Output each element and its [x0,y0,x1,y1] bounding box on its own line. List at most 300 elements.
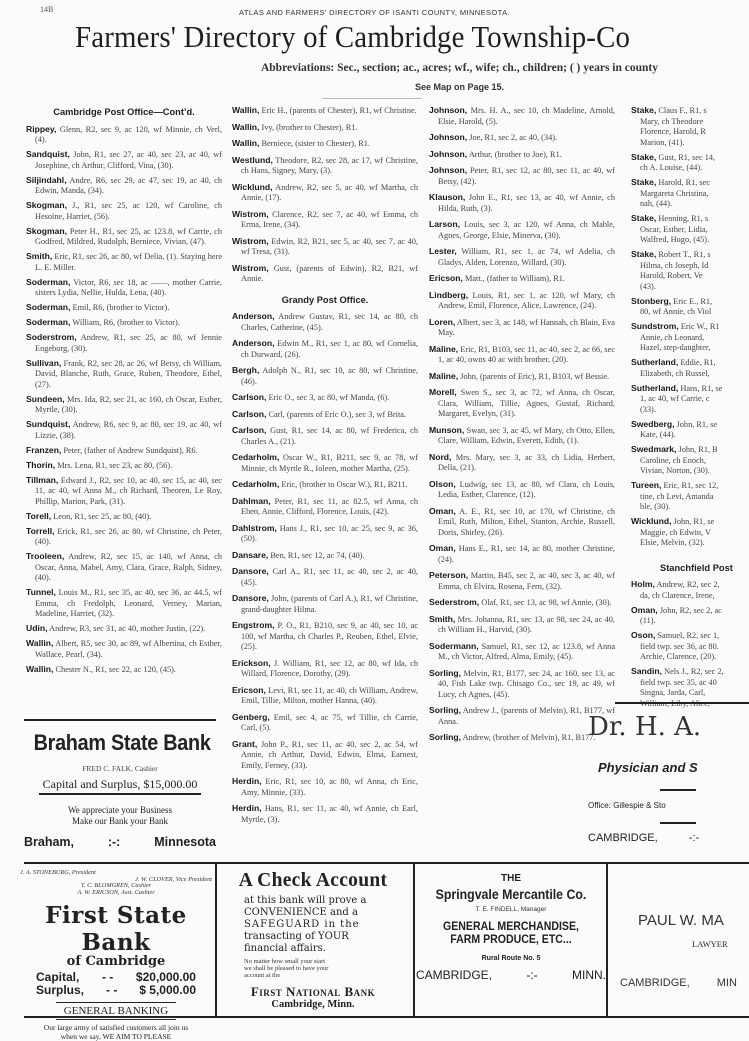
entry-line: Stake, Gust, R1, sec 14, [631,152,749,164]
entry-surname: Herdin, [232,803,262,813]
entry-line: Sundstrom, Eric W., R1 [631,321,749,333]
entry-details: Eric, (brother to Oscar W.), R1, B211. [279,480,407,489]
entry-details: J., R1, sec 25, ac 120, wf Caroline, ch Hesoine, Harriet, (56). [35,201,222,221]
ad-tagline-line: when we say, WE AIM TO PLEASE [20,1033,212,1041]
entry-details: Eric, R1, sec 10, ac 80, wf Anna, ch Eric, Amy, Minnie, (33). [241,777,418,797]
entry-line: Singna, Jarda, Carl, [631,688,749,699]
ad-location [24,835,216,849]
header-rule [322,98,422,99]
entry-details: Berniece, (sister to Chester), R1. [259,139,370,148]
entry-surname: Franzen, [26,445,61,455]
entry-details: John, (parents of Eric), R1, B103, wf Bessie. [458,372,609,381]
entry-details: Victor, R6, sec 18, ac ——, mother Carrie, sisters Lydia, Nellie, Hulda, Lena, (40). [35,278,222,298]
entry-line: Hazel, step-daughter, [631,343,749,354]
ad-body-line: SAFEGUARD in the [244,919,409,931]
ad-bank-location: of Cambridge [20,954,212,969]
directory-entry [26,475,222,508]
entry-details: John E., R1, sec 13, ac 40, wf Annie, ch Hilda, Ruth, (3). [438,193,615,213]
directory-entry [622,579,749,601]
entry-surname: Tillman, [26,475,58,485]
entry-surname: Dahlman, [232,496,271,506]
ad-state: MIN [717,977,737,989]
entry-details: Carl A., R1, sec 11, ac 40, sec 2, ac 40, (45). [241,567,418,587]
ad-separator: -:- [689,832,699,844]
entry-surname: Sorling, [429,705,461,715]
entry-surname: Wistrom, [232,236,269,246]
ad-slogan [24,805,216,827]
entry-details: Andrew, R1, sec 25, ac 80, wf Jennie Engeborg, (30). [35,333,222,353]
entry-surname: Engstrom, [232,620,275,630]
ad-officer: J. A. STONEBURG, President [20,870,212,877]
directory-entry [622,213,749,246]
entry-details: Gust, (parents of Edwin), R2, B21, wf Annie. [241,264,418,284]
directory-entry [26,587,222,620]
ad-lawyer [614,870,749,989]
directory-entry [622,321,749,354]
entry-surname: Dahlstrom, [232,523,277,533]
entry-details: Peter, R1, sec 12, ac 80, sec 11, ac 40, wf Betsy, (42). [438,166,615,186]
entry-surname: Wicklund, [232,182,273,192]
entry-surname: Loren, [429,317,455,327]
entry-surname: Johnson, [429,165,467,175]
entry-surname: Carlson, [232,409,266,419]
entry-details: Martin, B45, sec 2, ac 40, sec 3, ac 40, wf Emma, ch Elvira, Rosena, Fern, (32). [438,571,615,591]
ad-doctor-name: Dr. H. A. [588,712,749,742]
ad-dash: - - [106,984,117,997]
directory-entry [622,296,749,318]
ad-goods-line: FARM PRODUCE, ETC... [427,933,594,946]
entry-surname: Oman, [429,543,456,553]
ad-springvale-mercantile [416,873,606,982]
ad-bank-name: Braham State Bank [34,730,207,756]
directory-entry [232,122,418,134]
ad-body [217,895,409,955]
entry-details: Louis M., R1, sec 35, ac 40, sec 36, ac 44.5, wf Emma, ch Fredolph, Leonard, Verney, Marian, Madeline, Harriet, (32). [35,588,222,618]
entry-surname: Nord, [429,452,451,462]
entry-details: Mrs. Johanna, R1, sec 13, ac 98, sec 24, ac 40, ch William H., Harvid, (30). [438,615,615,635]
directory-entry [26,623,222,635]
entry-line: Swedmark, John, R1, B [631,444,749,456]
entry-line: field twp. sec 35, ac 40 [631,678,749,689]
directory-entry [26,638,222,660]
entry-details: Edward J., R2, sec 10, ac 40, sec 15, ac 40, sec 11, ac 40, wf Anna M., ch Richard, Theoren, Le Roy, Phillip, Marion, Park, (31). [35,476,222,506]
directory-entry [232,263,418,285]
entry-details: Arthur, (brother to Joe), R1. [467,150,562,159]
entry-line: tine, ch Levi, Amanda [631,492,749,503]
directory-entry [232,409,418,421]
entry-surname: Wistrom, [232,209,269,219]
entry-surname: Rippey, [26,124,56,134]
entry-line: Stake, Claus F., R1, s [631,105,749,117]
directory-entry [26,332,222,354]
directory-entry [232,566,418,588]
directory-entry [622,630,749,663]
entry-surname: Larson, [429,219,460,229]
ad-officer: J. W. CLOVER, Vice President [20,877,212,884]
entry-surname: Herdin, [232,776,262,786]
entry-details: Matt., (father to William), R1. [463,274,565,283]
entry-details: Chester N., R1, sec 22, ac 120, (45). [53,665,176,674]
abbreviations-line: Abbreviations: Sec., section; ac., acres; wf., wife; ch., children; ( ) years in county [0,62,749,74]
entry-details: Erick, R1, sec 26, ac 80, wf Christine, ch Peter, (40). [35,527,222,547]
ad-lawyer-role: LAWYER [614,939,749,949]
entry-surname: Morell, [429,387,457,397]
ad-bank-name: First State Bank [20,902,212,956]
entry-details: Andrew Gustav, R1, sec 14, ac 80, ch Charles, Catherine, (45). [241,312,418,332]
directory-entry [232,803,418,825]
entry-line: field twp. sec 36, ac 80. [631,642,749,653]
entry-details: Peter, R1, sec 11, ac 82.5, wf Anna, ch Eben, Annie, Clifford, Florence, Louis, (42). [241,497,418,517]
entry-details: Peter H., R1, sec 25, ac 123.8, wf Carrie, ch Godfred, Mildred, Rudolph, Berniece, Vivian, (47). [35,227,222,247]
entry-surname: Anderson, [232,311,275,321]
ad-separator: -:- [526,968,537,982]
entry-line: Mary, ch Theodore [631,117,749,128]
entry-details: Andre, R6, sec 29, ac 47, sec 19, ac 40, ch Edwin, Manda, (34). [35,176,222,196]
ad-company-name: Springvale Mercantile Co. [427,886,594,902]
entry-line: 80, wf Annie, ch Viol [631,307,749,318]
entry-surname: Carlson, [232,425,266,435]
directory-entry [232,425,418,447]
directory-entry [232,496,418,518]
see-map-note: See Map on Page 15. [0,82,749,92]
ad-location [416,968,606,982]
directory-entry [429,105,615,127]
entry-details: Mrs. H. A., sec 10, ch Madeline, Arnold, Elsie, Harold, (5). [438,106,615,126]
directory-column-2 [232,105,418,830]
entry-surname: Maline, [429,344,458,354]
entry-line: (43). [631,282,749,293]
directory-entry [622,480,749,513]
entry-details: Clarence, R2, sec 7, ac 40, wf Emma, ch Erma, Irene, (34). [241,210,418,230]
directory-entry [429,614,615,636]
entry-line: Harold, Robert, Ve [631,271,749,282]
entry-surname: Soderman, [26,317,70,327]
entry-line: (11). [631,616,749,627]
entry-surname: Grant, [232,739,257,749]
entry-details: Carl, (parents of Eric O.), sec 3, wf Brita. [266,410,406,419]
ad-headline: A Check Account [217,870,409,892]
entry-surname: Wallin, [232,138,259,148]
directory-column-4 [622,105,749,713]
entry-surname: Ericson, [429,273,463,283]
entry-surname: Smith, [26,251,52,261]
entry-line: Wicklund, John, R1, se [631,516,749,528]
entry-details: Swan, sec 3, ac 45, wf Mary, ch Otto, Ellen, Clare, William, Edwin, Everett, Edith, (1). [438,426,615,446]
divider [606,864,608,1016]
entry-details: Emil, R6, (brother to Victor). [70,303,169,312]
ad-cashier: FRED C. FALK, Cashier [24,764,216,773]
directory-entry [429,668,615,701]
entry-surname: Udin, [26,623,47,633]
entry-details: Samuel, R1, sec 12, ac 123.8, wf Anna M., ch Victor, Alfred, Alma, Emily, (45). [438,642,615,662]
divider [24,719,216,721]
directory-entry [429,192,615,214]
directory-entry [232,685,418,707]
entry-line: Vivian, Norton, (30). [631,466,749,477]
entry-surname: Erickson, [232,658,271,668]
entry-line: Stake, Henning, R1, s [631,213,749,225]
directory-entry [26,277,222,299]
entry-surname: Bergh, [232,365,259,375]
entry-details: Ivy, (brother to Chester), R1. [259,123,357,132]
entry-surname: Sundquist, [26,419,70,429]
directory-entry [429,506,615,539]
entry-details: John P., R1, sec 11, ac 40, sec 2, ac 54, wf Annie, ch Arthur, David, Edwin, Elma, Earnest, Emily, Ferney, (33). [241,740,418,770]
entry-line: Oman, John, R2, sec 2, ac [631,605,749,617]
entry-surname: Sorling, [429,732,461,742]
ad-braham-state-bank [24,730,216,849]
entry-details: J. William, R1, sec 12, ac 80, wf Ida, ch Willard, Florence, Dorothy, (29). [241,659,418,679]
entry-surname: Torell, [26,511,51,521]
entry-surname: Soderman, [26,302,70,312]
entry-surname: Lester, [429,246,457,256]
entry-surname: Westlund, [232,155,273,165]
entry-details: Eric H., (parents of Chester), R1, wf Christine. [259,106,416,115]
entry-surname: Johnson, [429,149,467,159]
directory-entry [26,175,222,197]
entry-line: Oson, Samuel, R2, sec 1, [631,630,749,642]
directory-entry [429,425,615,447]
entry-line: Stonberg, Eric E., R1, [631,296,749,308]
directory-entry [429,387,615,420]
ad-city: CAMBRIDGE, [588,832,658,844]
entry-surname: Anderson, [232,338,275,348]
directory-entry [232,311,418,333]
ad-capital-value: $20,000.00 [136,971,196,984]
directory-entry [622,516,749,549]
ad-short-rule [660,822,696,824]
entry-surname: Maline, [429,371,458,381]
ad-bank-name: First National Bank [217,984,409,1000]
entry-surname: Sandquist, [26,149,70,159]
entry-surname: Sundeen, [26,394,65,404]
entry-surname: Tunnel, [26,587,56,597]
ad-capital-label: Capital, [36,971,79,984]
entry-line: Hilma, ch Joseph, Id [631,261,749,272]
entry-line: Florence, Harold, R [631,127,749,138]
directory-entry [232,365,418,387]
running-head: ATLAS AND FARMERS' DIRECTORY OF ISANTI COUNTY, MINNESOTA. [0,8,749,17]
entry-line: Annie, ch Leonard, [631,333,749,344]
ad-body-line: transacting of YOUR [244,931,409,943]
entry-line: nah, (44). [631,199,749,210]
divider [24,862,749,864]
directory-entry [429,452,615,474]
entry-surname: Smith, [429,614,455,624]
entry-line: Walfred, Hugo, (45). [631,235,749,246]
entry-details: Hans E., R1, sec 14, ac 80, mother Christine, (24). [438,544,615,564]
directory-entry [232,155,418,177]
directory-entry [26,317,222,329]
directory-entry [232,523,418,545]
entry-details: Peter, (father of Andrew Sundquist), R6. [61,446,197,455]
entry-details: Adolph N., R1, sec 10, ac 80, wf Christine, (46). [241,366,418,386]
ad-figures [36,971,196,997]
directory-entry [232,236,418,258]
ad-route: Rural Route No. 5 [416,955,606,962]
entry-details: Theodore, R2, sec 28, ac 17, wf Christine, ch Hans, Signey, Mary, (3). [241,156,418,176]
directory-entry [429,246,615,268]
directory-entry [429,165,615,187]
entry-details: Andrew, R3, sec 31, ac 40, mother Justin, (22). [47,624,205,633]
entry-line: Maggie, ch Edwin, V [631,528,749,539]
entry-surname: Skogman, [26,200,67,210]
directory-entry [429,479,615,501]
entry-details: Oscar W., R1, B211, sec 9, ac 78, wf Minnie, ch Myrtle R., Ioleen, mother Martha, (25). [241,453,418,473]
directory-entry [622,152,749,174]
ad-check-account [217,870,409,1010]
entry-surname: Genberg, [232,712,270,722]
entry-details: A. E., R1, sec 10, ac 170, wf Christine, ch Emil, Ruth, Milton, Ethel, Stanton, Archie, Russell, Doris, Shirley, (26). [438,507,615,537]
directory-entry [232,550,418,562]
entry-details: Andrew, R2, sec 15, ac 140, wf Anna, ch Oscar, Anna, Mabel, Amy, Clara, Grace, Ralph, Sidney, (40). [35,552,222,582]
entry-details: Hans, R1, sec 11, ac 40, wf Annie, ch Earl, Myrtle, (3). [241,804,418,824]
directory-entry [622,444,749,477]
entry-line: Oscar, Esther, Lidia, [631,225,749,236]
directory-entry [26,226,222,248]
entry-details: Leon, R1, sec 25, ac 80, (40). [51,512,151,521]
directory-entry [622,177,749,210]
entry-surname: Sederstrom, [429,597,479,607]
entry-details: Mrs. Mary, sec 3, ac 33, ch Lidia, Herbert, Della, (21). [438,453,615,473]
entry-details: P. O., R1, B210, sec 9, ac 40, sec 10, ac 100, wf Martha, ch Charles P., Reuben, Ethel, Elvie, (25). [241,621,418,651]
entry-line: Holm, Andrew, R2, sec 2, [631,579,749,591]
directory-entry [26,358,222,391]
directory-entry [26,445,222,457]
ad-state: MINN. [572,968,606,982]
entry-details: Louis, R1, sec 1, ac 120, wf Mary, ch Andrew, Emil, Florence, Alice, Lawrence, (24). [438,291,615,311]
ad-bank-city: Cambridge, Minn. [217,999,409,1010]
entry-details: John, R1, sec 27, ac 40, sec 23, ac 40, wf Josephine, ch Arthur, Clifford, Vina, (30). [35,150,222,170]
entry-surname: Soderstrom, [26,332,77,342]
directory-entry [429,317,615,339]
directory-entry [232,392,418,404]
ad-capital: Capital and Surplus, $15,000.00 [39,777,202,795]
entry-surname: Cedarholm, [232,452,279,462]
entry-line: ch A. Louise, (44). [631,163,749,174]
ad-dash: - - [102,971,113,984]
section-heading-stanchfield: Stanchfield Post [622,563,749,574]
directory-entry [622,383,749,416]
directory-entry [26,664,222,676]
ad-officer: T. C. BLOMGREN, Cashier [20,883,212,890]
entry-surname: Sodermann, [429,641,479,651]
entry-line: Archie, Clarence, (20). [631,652,749,663]
directory-entry [232,105,418,117]
entry-line: Stake, Robert T., R1, s [631,249,749,261]
entry-surname: Klauson, [429,192,465,202]
ad-doctor-office: Office: Gillespie & Sto [588,801,749,810]
entry-details: Mrs. Lena, R1, sec 23, ac 80, (56). [55,461,172,470]
entry-surname: Dansore, [232,593,269,603]
ad-general-banking: GENERAL BANKING [56,1002,176,1020]
ad-tagline [20,1024,212,1041]
directory-entry [622,357,749,379]
directory-entry [622,249,749,292]
entry-details: Edwin, R2, B21, sec 5, ac 40, sec 7, ac 40, wf Tresa, (31). [241,237,418,257]
entry-line: Kate, (44). [631,430,749,441]
entry-details: William, R1, sec 1, ac 74, wf Adelia, ch Gladys, Alden, Lorenzo, Willard, (30). [438,247,615,267]
ad-slogan-line: Make our Bank your Bank [24,816,216,827]
entry-line: Margareta Christina, [631,189,749,200]
entry-line: Elsie, Melvin, (32). [631,538,749,549]
ad-separator: :-: [108,835,121,849]
directory-entry [26,124,222,146]
ad-the: THE [416,873,606,884]
entry-line: Sutherland, Eddie, R1, [631,357,749,369]
entry-details: Ben, R1, sec 12, ac 74, (40). [268,551,364,560]
page-number: 14B [40,5,53,14]
directory-entry [232,658,418,680]
entry-details: Melvin, R1, B177, sec 24, ac 160, sec 13, ac 40, Fish Lake twp. Chisago Co., sec 19, ac 49, wf Lucy, ch Agnes, (45). [438,669,615,699]
entry-details: Albert, R5, sec 30, ac 89, wf Albertina, ch Esther, Wallace, Pearl, (34). [35,639,222,659]
page-title: Farmers' Directory of Cambridge Township-Co [75,19,630,55]
entry-details: Mrs. Ida, R2, sec 21, ac 160, ch Oscar, Esther, Myrtle, (30). [35,395,222,415]
directory-column-1 [26,105,222,679]
directory-entry [26,526,222,548]
directory-entry [232,776,418,798]
entry-line: Elizabeth, ch Russel, [631,369,749,380]
entry-surname: Sullivan, [26,358,61,368]
entry-details: Ludwig, sec 13, ac 80, wf Clara, ch Louis, Ledia, Esther, Clarence, (12). [438,480,615,500]
entry-line: Marion, (41). [631,138,749,149]
entry-surname: Dansare, [232,550,268,560]
entry-surname: Peterson, [429,570,468,580]
directory-entry [232,712,418,734]
directory-entry [429,371,615,383]
directory-entry [232,620,418,653]
directory-entry [232,138,418,150]
directory-entry [622,419,749,441]
entry-details: Albert, sec 3, ac 148, wf Hannah, ch Blain, Eva May. [438,318,615,338]
entry-surname: Wallin, [232,122,259,132]
directory-entry [232,479,418,491]
ad-body-line: CONVENIENCE and a [244,907,409,919]
entry-surname: Thorin, [26,460,55,470]
entry-line: Tureen, Eric, R1, sec 12, [631,480,749,492]
directory-entry [232,182,418,204]
entry-details: Louis, sec 3, ac 120, wf Anna, ch Mable, Agnes, George, Elsie, Minerva, (30). [438,220,615,240]
entry-details: Swen S., sec 3, ac 72, wf Anna, ch Oscar, Clara, William, Tillie, Agnes, Gustaf, Richard, Margaret, Evelyn, (31). [438,388,615,418]
ad-fine-line: account at the [244,972,409,979]
entry-details: Eric, R1, B103, sec 11, ac 40, sec 2, ac 66, sec 1, ac 40, owns 40 ac with brother, (20). [438,345,615,365]
ad-surplus-value: $ 5,000.00 [139,984,196,997]
ad-fine-print [217,958,409,979]
ad-surplus-label: Surplus, [36,984,84,997]
directory-entry [429,641,615,663]
entry-surname: Johnson, [429,132,467,142]
directory-entry [232,739,418,772]
entry-surname: Torrell, [26,526,55,536]
entry-surname: Skogman, [26,226,67,236]
entry-details: Glenn, R2, sec 9, ac 120, wf Minnie, ch Verl, (4). [35,125,222,145]
directory-entry [429,543,615,565]
entry-surname: Trooleen, [26,551,64,561]
ad-city: CAMBRIDGE, [416,968,492,982]
entry-surname: Cedarholm, [232,479,279,489]
entry-line: da, ch Clarence, Irene, [631,591,749,602]
directory-entry [429,219,615,241]
entry-details: Joe, R1, sec 2, ac 40, (34). [467,133,557,142]
directory-entry [26,394,222,416]
ad-goods-line: GENERAL MERCHANDISE, [427,920,594,933]
entry-details: Andrew, R2, sec 5, ac 40, wf Martha, ch Annie, (17). [241,183,418,203]
ad-doctor [588,712,749,844]
directory-entry [429,149,615,161]
directory-entry [26,200,222,222]
directory-entry [429,597,615,609]
entry-line: Sandin, Nels J., R2, sec 2, [631,666,749,678]
